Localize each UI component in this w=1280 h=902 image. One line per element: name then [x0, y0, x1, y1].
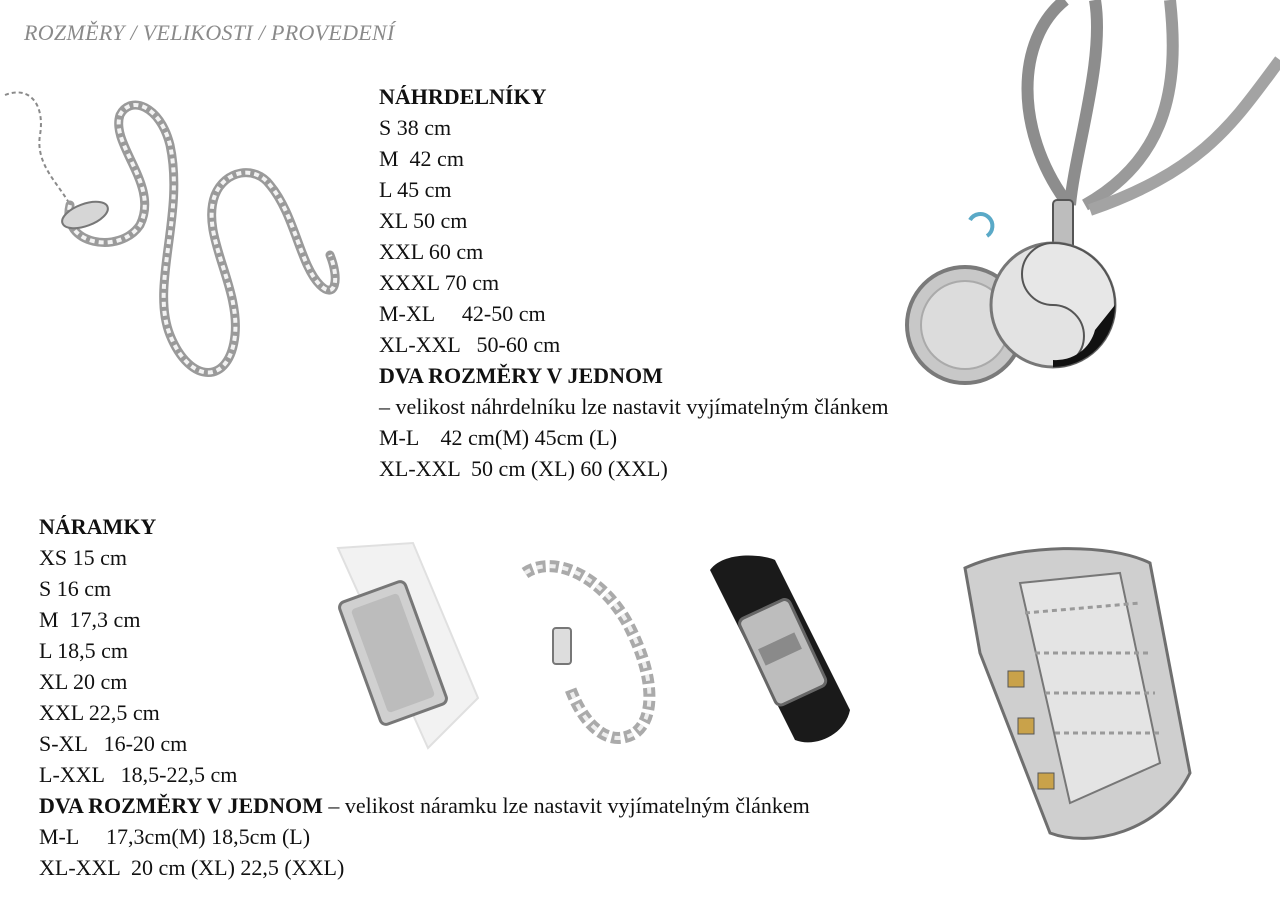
necklace-size-line: S 38 cm: [379, 115, 452, 140]
bracelet-two-sizes-row: [39, 790, 810, 821]
bracelet-two-sizes-note: – velikost náramku lze nastavit vyjímatelným článkem: [322, 793, 810, 818]
necklace-size-line: XL 50 cm: [379, 208, 468, 233]
bracelet-sizes-section: [39, 511, 810, 883]
necklace-sizes-section: [379, 81, 889, 484]
bracelet-two-sizes-title: DVA ROZMĚRY V JEDNOM: [39, 793, 323, 818]
bracelet-size-line: L 18,5 cm: [39, 638, 128, 663]
bracelet-size-line: XS 15 cm: [39, 545, 127, 570]
bracelet-size-line: XXL 22,5 cm: [39, 700, 160, 725]
bracelet-size-line: L-XXL 18,5-22,5 cm: [39, 762, 238, 787]
necklace-two-sizes-title: DVA ROZMĚRY V JEDNOM: [379, 363, 663, 388]
necklace-size-line: XXXL 70 cm: [379, 270, 500, 295]
bracelet-size-line: M 17,3 cm: [39, 607, 141, 632]
bracelet-size-line: S-XL 16-20 cm: [39, 731, 188, 756]
necklace-two-size-line: M-L 42 cm(M) 45cm (L): [379, 425, 618, 450]
necklace-two-sizes-note: – velikost náhrdelníku lze nastavit vyjímatelným článkem: [379, 394, 889, 419]
necklace-size-line: M 42 cm: [379, 146, 464, 171]
bracelet-size-line: XL 20 cm: [39, 669, 128, 694]
necklace-size-line: XL-XXL 50-60 cm: [379, 332, 561, 357]
box-chain-necklace-image: [0, 85, 340, 385]
steel-link-bracelet-image: [960, 543, 1200, 848]
necklace-size-line: M-XL 42-50 cm: [379, 301, 546, 326]
yin-yang-pendant-image: [905, 0, 1280, 390]
necklace-two-size-line: XL-XXL 50 cm (XL) 60 (XXL): [379, 456, 668, 481]
page-header: ROZMĚRY / VELIKOSTI / PROVEDENÍ: [24, 20, 395, 45]
necklace-size-line: XXL 60 cm: [379, 239, 484, 264]
bracelet-title: NÁRAMKY: [39, 514, 157, 539]
bracelet-two-size-line: M-L 17,3cm(M) 18,5cm (L): [39, 824, 311, 849]
bracelet-size-line: S 16 cm: [39, 576, 112, 601]
necklace-size-line: L 45 cm: [379, 177, 452, 202]
bracelet-two-size-line: XL-XXL 20 cm (XL) 22,5 (XXL): [39, 855, 345, 880]
necklace-title: NÁHRDELNÍKY: [379, 84, 547, 109]
